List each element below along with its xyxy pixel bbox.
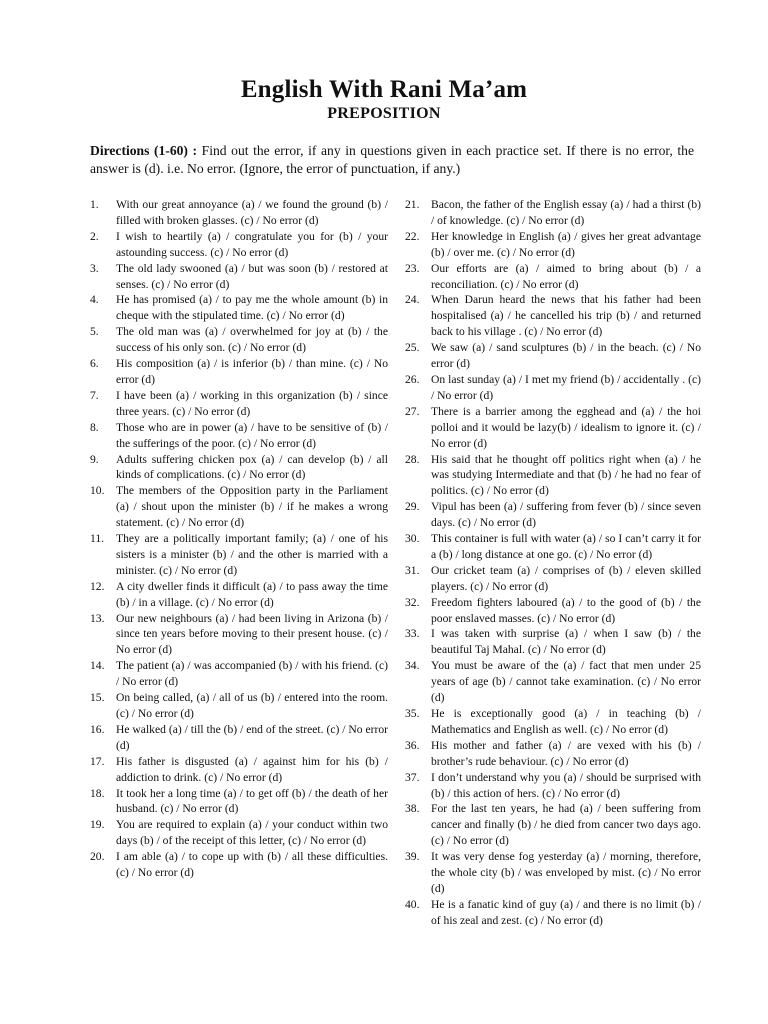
question-item: [405, 452, 701, 500]
question-item: [90, 324, 388, 356]
question-item: [405, 229, 701, 261]
question-number: 38.: [405, 802, 420, 816]
question-item: [90, 356, 388, 388]
question-item: [405, 197, 701, 229]
question-text: We saw (a) / sand sculptures (b) / in the beach. (c) / No error (d): [431, 341, 701, 371]
question-item: [90, 292, 388, 324]
question-text: He walked (a) / till the (b) / end of the street. (c) / No error (d): [116, 722, 388, 752]
question-number: 13.: [90, 611, 105, 625]
question-item: [405, 340, 701, 372]
question-number: 39.: [405, 850, 420, 864]
question-text: A city dweller finds it difficult (a) / to pass away the time (b) / in a village. (c) / No error (d): [116, 579, 388, 609]
question-number: 10.: [90, 484, 105, 498]
question-number: 5.: [90, 325, 99, 339]
question-text: Vipul has been (a) / suffering from fever (b) / since seven days. (c) / No error (d): [431, 500, 701, 530]
question-text: They are a politically important family; (a) / one of his sisters is a minister (b) / and the other is married with a minister. (c) / No error (d): [116, 532, 388, 577]
question-number: 15.: [90, 691, 105, 705]
question-text: Adults suffering chicken pox (a) / can develop (b) / all kinds of complications. (c) / No error (d): [116, 452, 388, 482]
question-number: 22.: [405, 229, 420, 243]
question-number: 34.: [405, 659, 420, 673]
question-item: [405, 626, 701, 658]
question-number: 8.: [90, 420, 99, 434]
question-text: On being called, (a) / all of us (b) / entered into the room. (c) / No error (d): [116, 691, 388, 720]
question-item: [405, 801, 701, 849]
question-text: The patient (a) / was accompanied (b) / with his friend. (c) / No error (d): [116, 659, 388, 689]
page-subtitle: PREPOSITION: [327, 105, 441, 122]
question-item: [405, 770, 701, 802]
question-number: 17.: [90, 754, 105, 768]
question-number: 9.: [90, 452, 99, 466]
question-item: [405, 261, 701, 293]
question-text: His composition (a) / is inferior (b) / than mine. (c) / No error (d): [116, 357, 388, 386]
directions-label: Directions (1-60) :: [90, 143, 198, 158]
question-item: [405, 499, 701, 531]
question-text: It was very dense fog yesterday (a) / morning, therefore, the whole city (b) / was enveloped by mist. (c) / No error (d): [431, 850, 701, 895]
question-item: [90, 197, 388, 229]
question-text: I am able (a) / to cope up with (b) / all these difficulties. (c) / No error (d): [116, 850, 388, 880]
question-text: I wish to heartily (a) / congratulate you for (b) / your astounding success. (c) / No error (d): [116, 229, 388, 259]
question-text: It took her a long time (a) / to get off (b) / the death of her husband. (c) / No error (d): [116, 786, 388, 816]
question-text: You are required to explain (a) / your conduct within two days (b) / of the receipt of this letter, (c) / No error (d): [116, 818, 388, 848]
question-item: [405, 849, 701, 897]
question-item: [405, 292, 701, 340]
question-item: [405, 563, 701, 595]
question-text: Our new neighbours (a) / had been living in Arizona (b) / since ten years before moving to their present house. (c) / No error (d): [116, 611, 388, 657]
question-text: When Darun heard the news that his father had been hospitalised (a) / he cancelled his trip (b) / and returned back to his village . (c) / No error (d): [431, 293, 701, 339]
question-item: [90, 754, 388, 786]
question-text: The members of the Opposition party in the Parliament (a) / shout upon the minister (b) / if he makes a wrong statement. (c) / No error (d): [116, 484, 388, 530]
question-number: 21.: [405, 198, 420, 211]
question-text: Our cricket team (a) / comprises of (b) / eleven skilled players. (c) / No error (d): [431, 563, 701, 593]
question-number: 31.: [405, 563, 420, 577]
question-item: [405, 531, 701, 563]
question-text: You must be aware of the (a) / fact that men under 25 years of age (b) / cannot take examination. (c) / No error (d): [431, 659, 701, 705]
question-text: Bacon, the father of the English essay (a) / had a thirst (b) / of knowledge. (c) / No error (d): [431, 198, 701, 227]
question-number: 1.: [90, 198, 99, 211]
question-number: 35.: [405, 707, 420, 720]
question-item: [405, 706, 701, 738]
question-number: 26.: [405, 372, 420, 386]
question-item: [405, 595, 701, 627]
question-item: [90, 722, 388, 754]
questions-column-left: [90, 197, 388, 881]
question-number: 37.: [405, 770, 420, 784]
question-item: [405, 658, 701, 706]
question-item: [90, 229, 388, 261]
question-text: With our great annoyance (a) / we found the ground (b) / filled with broken glasses. (c) / No error (d): [116, 198, 388, 227]
question-item: [405, 738, 701, 770]
directions: [90, 142, 694, 178]
question-number: 32.: [405, 595, 420, 609]
question-number: 29.: [405, 500, 420, 514]
question-number: 20.: [90, 850, 105, 864]
question-text: This container is full with water (a) / so I can’t carry it for a (b) / long distance at one go. (c) / No error (d): [431, 532, 701, 561]
question-item: [90, 658, 388, 690]
question-number: 24.: [405, 293, 420, 307]
question-number: 25.: [405, 341, 420, 355]
question-number: 11.: [90, 532, 105, 546]
question-item: [90, 261, 388, 293]
question-number: 18.: [90, 786, 105, 800]
question-text: For the last ten years, he had (a) / been suffering from cancer and finally (b) / he died from cancer two days ago. (c) / No error (d): [431, 802, 701, 848]
question-item: [405, 404, 701, 452]
page-title: English With Rani Ma’am: [240, 76, 528, 103]
question-item: [90, 483, 388, 531]
question-text: He has promised (a) / to pay me the whole amount (b) in cheque with the stipulated time. (c) / No error (d): [116, 293, 388, 323]
question-text: Freedom fighters laboured (a) / to the good of (b) / the poor enslaved masses. (c) / No error (d): [431, 595, 701, 625]
question-text: On last sunday (a) / I met my friend (b) / accidentally . (c) / No error (d): [431, 372, 701, 402]
question-number: 4.: [90, 293, 99, 307]
question-text: I don’t understand why you (a) / should be surprised with (b) / this action of hers. (c) / No error (d): [431, 770, 701, 800]
question-item: [90, 817, 388, 849]
question-text: Our efforts are (a) / aimed to bring about (b) / a reconciliation. (c) / No error (d): [431, 261, 701, 291]
question-text: His said that he thought off politics right when (a) / he was studying Intermediate and that (b) / he had no fear of politics. (c) / No error (d): [431, 452, 701, 498]
question-number: 28.: [405, 452, 420, 466]
question-item: [405, 897, 701, 929]
question-item: [90, 690, 388, 722]
question-item: [90, 849, 388, 881]
question-number: 40.: [405, 897, 420, 911]
questions-column-right: [405, 197, 701, 929]
question-item: [90, 611, 388, 659]
question-text: The old lady swooned (a) / but was soon (b) / restored at senses. (c) / No error (d): [116, 261, 388, 291]
question-item: [90, 579, 388, 611]
question-item: [90, 452, 388, 484]
question-text: He is a fanatic kind of guy (a) / and there is no limit (b) / of his zeal and zest. (c) / No error (d): [431, 897, 701, 927]
question-number: 16.: [90, 722, 105, 736]
question-text: The old man was (a) / overwhelmed for joy at (b) / the success of his only son. (c) / No error (d): [116, 325, 388, 355]
question-number: 19.: [90, 818, 105, 832]
question-text: I was taken with surprise (a) / when I saw (b) / the beautiful Taj Mahal. (c) / No error (d): [431, 627, 701, 657]
question-text: He is exceptionally good (a) / in teaching (b) / Mathematics and English as well. (c) / No error (d): [431, 707, 701, 736]
question-text: There is a barrier among the egghead and (a) / the hoi polloi and it would be lazy(b) / idealism to ignore it. (c) / No error (d): [431, 404, 701, 450]
question-number: 12.: [90, 579, 105, 593]
question-number: 14.: [90, 659, 105, 673]
question-item: [90, 786, 388, 818]
question-text: Those who are in power (a) / have to be sensitive of (b) / the sufferings of the poor. (c) / No error (d): [116, 420, 388, 450]
question-number: 23.: [405, 261, 420, 275]
question-number: 7.: [90, 388, 99, 402]
question-text: I have been (a) / working in this organization (b) / since three years. (c) / No error (d): [116, 388, 388, 418]
question-number: 3.: [90, 261, 99, 275]
question-number: 36.: [405, 738, 420, 752]
question-text: His mother and father (a) / are vexed with his (b) / brother’s rude behaviour. (c) / No error (d): [431, 738, 701, 768]
question-item: [90, 388, 388, 420]
question-item: [90, 420, 388, 452]
question-text: His father is disgusted (a) / against him for his (b) / addiction to drink. (c) / No error (d): [116, 754, 388, 784]
question-item: [90, 531, 388, 579]
question-text: Her knowledge in English (a) / gives her great advantage (b) / over me. (c) / No error (d): [431, 229, 701, 259]
question-number: 2.: [90, 229, 99, 243]
question-number: 27.: [405, 404, 420, 418]
question-number: 30.: [405, 532, 420, 546]
directions-text: Find out the error, if any in questions given in each practice set. If there is no error, the answer is (d). i.e. No error. (Ignore, the error of punctuation, if any.): [90, 143, 694, 176]
question-number: 33.: [405, 627, 420, 641]
question-number: 6.: [90, 357, 99, 371]
question-item: [405, 372, 701, 404]
